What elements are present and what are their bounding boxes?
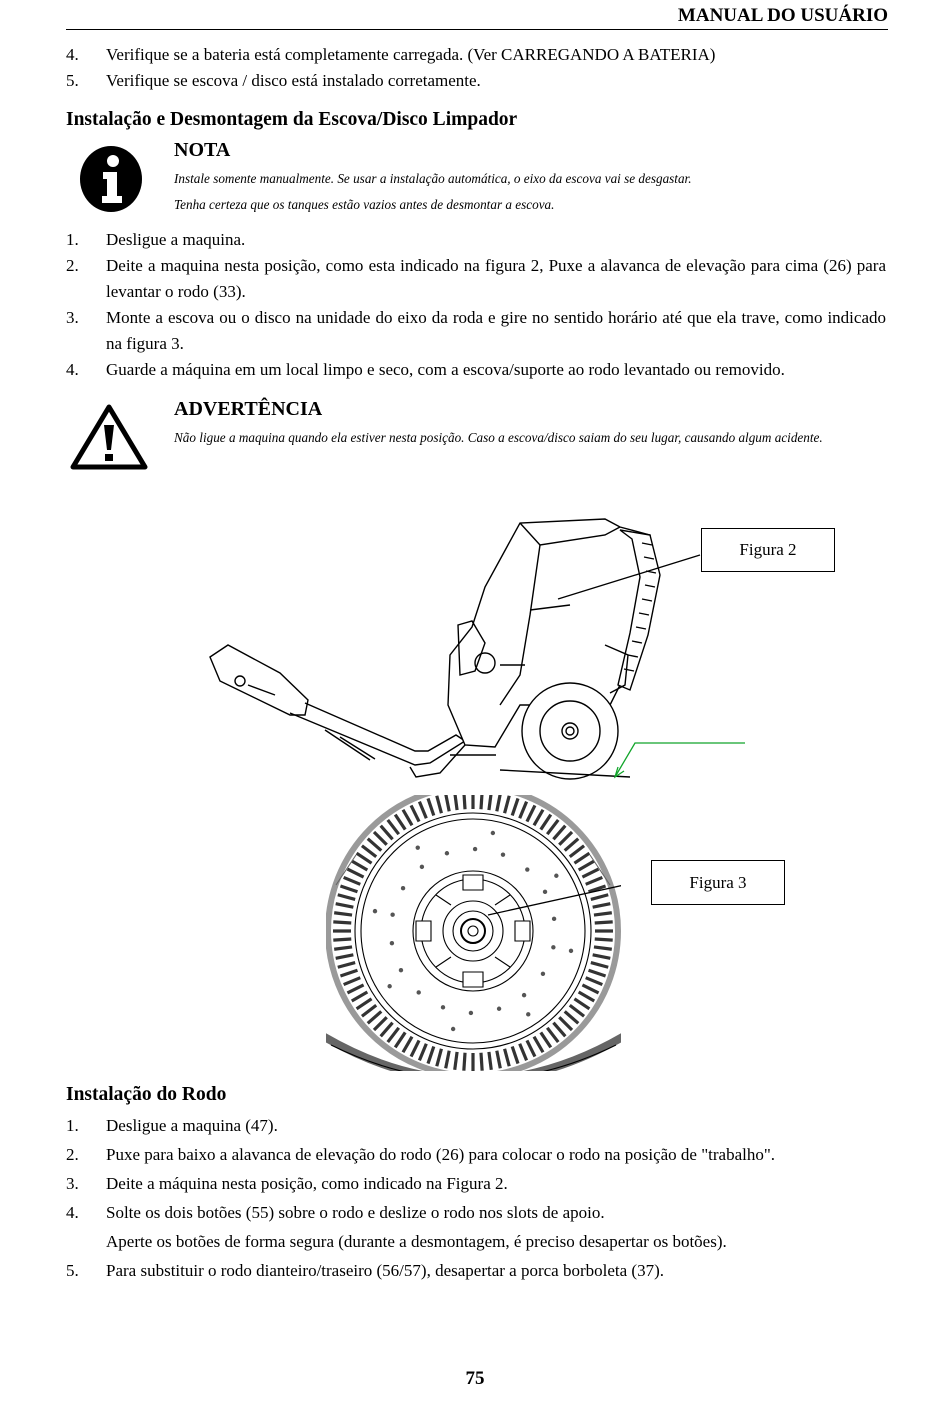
section-title-brush: Instalação e Desmontagem da Escova/Disco Limpador	[66, 109, 518, 130]
list-item: 4. Verifique se a bateria está completamente carregada. (Ver CARREGANDO A BATERIA)	[66, 45, 716, 64]
warning-title: ADVERTÊNCIA	[174, 398, 323, 420]
note-title: NOTA	[174, 139, 231, 161]
list-item: 3. Monte a escova ou o disco na unidade do eixo da roda e gire no sentido horário até que ela trave, como indicado na figura 3.	[66, 308, 886, 353]
machine-illustration	[200, 515, 760, 785]
list-item: 1. Desligue a maquina (47).	[66, 1116, 278, 1135]
list-item: 5. Verifique se escova / disco está instalado corretamente.	[66, 71, 481, 90]
figure-2-label: Figura 2	[701, 528, 835, 572]
list-item: 3. Deite a máquina nesta posição, como indicado na Figura 2.	[66, 1174, 508, 1193]
list-item: 4. Guarde a máquina em um local limpo e seco, com a escova/suporte ao rodo levantado ou removido.	[66, 360, 785, 379]
section-title-squeegee: Instalação do Rodo	[66, 1084, 227, 1105]
list-item: 2. Deite a maquina nesta posição, como esta indicado na figura 2, Puxe a alavanca de elevação para cima (26) para levantar o rodo (33).	[66, 256, 886, 301]
list-item: 4. Solte os dois botões (55) sobre o rodo e deslize o rodo nos slots de apoio. Aperte os botões de forma segura (durante a desmontagem, é preciso desapertar os botões).	[66, 1203, 727, 1251]
warning-text: Não ligue a maquina quando ela estiver nesta posição. Caso a escova/disco saiam do seu lugar, causando algum acidente.	[174, 430, 823, 445]
manual-title: MANUAL DO USUÁRIO	[677, 5, 888, 26]
brush-steps	[66, 227, 886, 383]
warning-icon	[70, 403, 148, 471]
page-number: 75	[465, 1368, 485, 1389]
list-item: 5. Para substituir o rodo dianteiro/traseiro (56/57), desapertar a porca borboleta (37).	[66, 1261, 664, 1280]
list-item: 1. Desligue a maquina.	[66, 230, 246, 249]
brush-disc-illustration	[326, 795, 621, 1071]
info-icon	[77, 143, 145, 215]
note-line: Instale somente manualmente. Se usar a instalação automática, o eixo da escova vai se desgastar.	[174, 171, 692, 186]
figure-3-label: Figura 3	[651, 860, 785, 905]
squeegee-steps	[66, 1111, 886, 1285]
page-header	[66, 2, 888, 30]
checklist	[66, 42, 886, 94]
list-item: 2. Puxe para baixo a alavanca de elevação do rodo (26) para colocar o rodo na posição de "trabalho".	[66, 1145, 776, 1164]
note-line: Tenha certeza que os tanques estão vazios antes de desmontar a escova.	[174, 197, 555, 212]
